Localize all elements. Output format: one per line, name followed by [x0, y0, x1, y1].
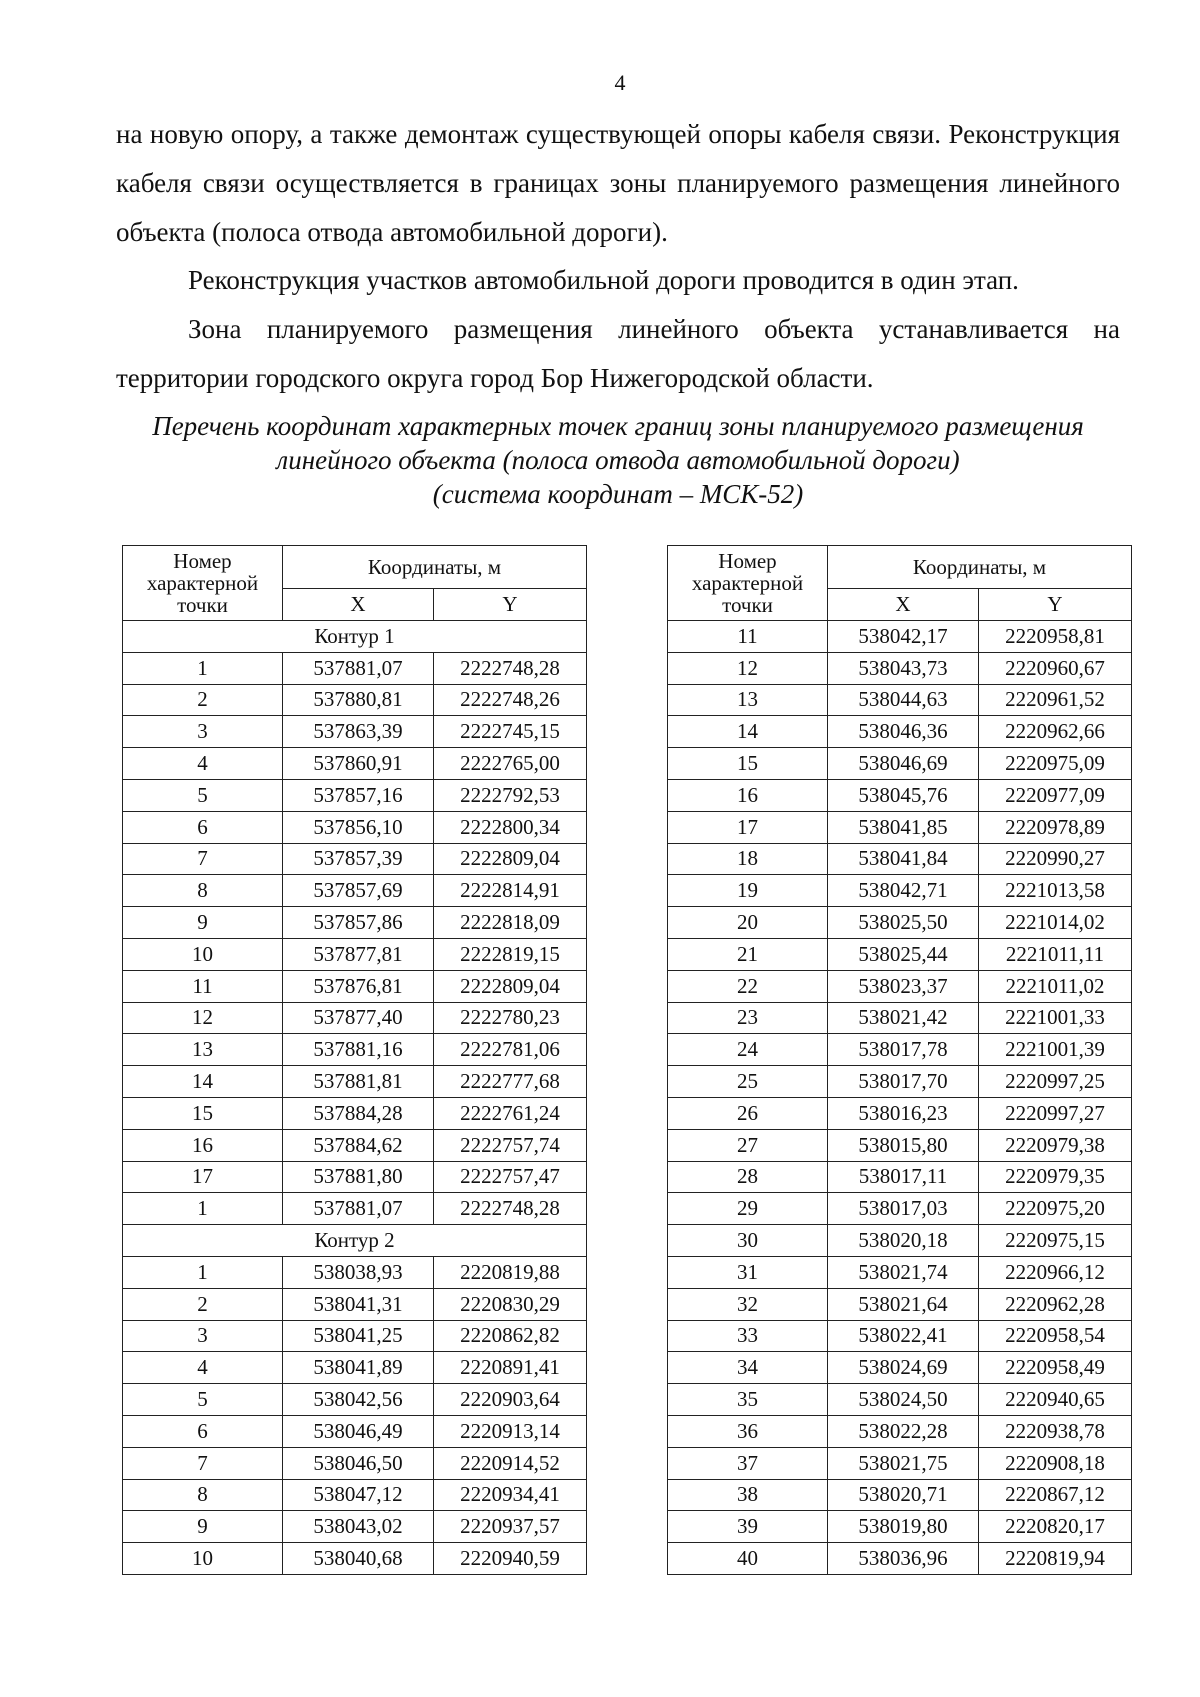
table-row [123, 1193, 587, 1225]
point-number-cell: 3 [123, 716, 283, 748]
x-coordinate-cell: 538024,69 [828, 1352, 979, 1384]
table-row [123, 1415, 587, 1447]
x-coordinate-cell: 538047,12 [283, 1479, 434, 1511]
section-row [123, 621, 587, 653]
table-row [668, 748, 1132, 780]
table-row [668, 1479, 1132, 1511]
table-row [123, 1447, 587, 1479]
table-row [668, 1415, 1132, 1447]
point-number-cell: 36 [668, 1415, 828, 1447]
table-row [668, 843, 1132, 875]
x-coordinate-cell: 538016,23 [828, 1097, 979, 1129]
table-row [668, 811, 1132, 843]
point-number-cell: 28 [668, 1161, 828, 1193]
y-coordinate-cell: 2222780,23 [434, 1002, 587, 1034]
point-number-cell: 40 [668, 1543, 828, 1575]
x-coordinate-cell: 537881,07 [283, 652, 434, 684]
body-paragraph: Реконструкция участков автомобильной дороги проводится в один этап. [188, 265, 1019, 295]
point-number-cell: 1 [123, 652, 283, 684]
y-coordinate-cell: 2222800,34 [434, 811, 587, 843]
table-row [123, 1543, 587, 1575]
point-number-cell: 26 [668, 1097, 828, 1129]
point-number-cell: 9 [123, 1511, 283, 1543]
y-coordinate-cell: 2222814,91 [434, 875, 587, 907]
y-coordinate-cell: 2220867,12 [979, 1479, 1132, 1511]
point-number-cell: 35 [668, 1384, 828, 1416]
y-coordinate-cell: 2220975,09 [979, 748, 1132, 780]
y-coordinate-cell: 2222757,74 [434, 1129, 587, 1161]
y-coordinate-cell: 2220962,28 [979, 1288, 1132, 1320]
table-row [668, 1129, 1132, 1161]
point-number-cell: 16 [123, 1129, 283, 1161]
table-row [123, 779, 587, 811]
point-number-cell: 13 [668, 684, 828, 716]
table-row [668, 779, 1132, 811]
point-number-cell: 5 [123, 1384, 283, 1416]
table-row [668, 1256, 1132, 1288]
y-coordinate-cell: 2220990,27 [979, 843, 1132, 875]
y-coordinate-cell: 2221001,39 [979, 1034, 1132, 1066]
x-coordinate-cell: 538046,36 [828, 716, 979, 748]
page-number: 4 [614, 70, 626, 95]
x-coordinate-cell: 538046,69 [828, 748, 979, 780]
x-coordinate-cell: 537857,86 [283, 907, 434, 939]
table-row [123, 652, 587, 684]
x-coordinate-cell: 538036,96 [828, 1543, 979, 1575]
y-coordinate-cell: 2220961,52 [979, 684, 1132, 716]
x-coordinate-cell: 538024,50 [828, 1384, 979, 1416]
table-row [668, 875, 1132, 907]
table-row [668, 1384, 1132, 1416]
point-number-cell: 23 [668, 1002, 828, 1034]
y-coordinate-cell: 2220979,38 [979, 1129, 1132, 1161]
table-row [123, 1288, 587, 1320]
section-row [123, 1225, 587, 1257]
y-coordinate-cell: 2220938,78 [979, 1415, 1132, 1447]
x-coordinate-cell: 537880,81 [283, 684, 434, 716]
table-row [123, 1129, 587, 1161]
point-number-cell: 8 [123, 1479, 283, 1511]
point-number-cell: 15 [668, 748, 828, 780]
y-coordinate-cell: 2221014,02 [979, 907, 1132, 939]
y-coordinate-cell: 2220958,54 [979, 1320, 1132, 1352]
body-paragraph: Зона планируемого размещения линейного объекта устанавливается на территории городского округа город Бор Нижегородской области. [116, 314, 1120, 393]
table-caption [100, 409, 1136, 511]
table-row [668, 970, 1132, 1002]
x-coordinate-cell: 537877,40 [283, 1002, 434, 1034]
point-number-cell: 39 [668, 1511, 828, 1543]
table-row [668, 1066, 1132, 1098]
point-number-cell: 13 [123, 1034, 283, 1066]
x-coordinate-cell: 538021,42 [828, 1002, 979, 1034]
point-number-cell: 16 [668, 779, 828, 811]
y-coordinate-cell: 2221011,02 [979, 970, 1132, 1002]
x-coordinate-cell: 537857,39 [283, 843, 434, 875]
x-header: X [828, 589, 979, 621]
y-coordinate-cell: 2220891,41 [434, 1352, 587, 1384]
y-coordinate-cell: 2220975,15 [979, 1225, 1132, 1257]
x-coordinate-cell: 538046,50 [283, 1447, 434, 1479]
y-coordinate-cell: 2220960,67 [979, 652, 1132, 684]
table-row [123, 1034, 587, 1066]
point-number-cell: 20 [668, 907, 828, 939]
x-coordinate-cell: 538043,73 [828, 652, 979, 684]
table-row [668, 1225, 1132, 1257]
y-coordinate-cell: 2222792,53 [434, 779, 587, 811]
table-row [123, 1002, 587, 1034]
table-row [668, 1161, 1132, 1193]
table-row [123, 1256, 587, 1288]
table-body [668, 621, 1132, 1575]
section-title: Контур 2 [123, 1225, 587, 1257]
table-row [123, 1384, 587, 1416]
table-row [668, 621, 1132, 653]
table-row [668, 1288, 1132, 1320]
y-coordinate-cell: 2222761,24 [434, 1097, 587, 1129]
table-row [123, 1511, 587, 1543]
y-coordinate-cell: 2220940,65 [979, 1384, 1132, 1416]
x-coordinate-cell: 538040,68 [283, 1543, 434, 1575]
x-coordinate-cell: 538041,31 [283, 1288, 434, 1320]
y-coordinate-cell: 2222765,00 [434, 748, 587, 780]
y-coordinate-cell: 2222809,04 [434, 843, 587, 875]
x-coordinate-cell: 538022,41 [828, 1320, 979, 1352]
table-row [123, 843, 587, 875]
point-number-cell: 2 [123, 1288, 283, 1320]
table-row [668, 1511, 1132, 1543]
point-number-cell: 21 [668, 938, 828, 970]
table-row [123, 1352, 587, 1384]
point-number-header: Номер характерной точки [668, 546, 828, 621]
point-number-cell: 24 [668, 1034, 828, 1066]
x-coordinate-cell: 537881,07 [283, 1193, 434, 1225]
point-number-cell: 12 [668, 652, 828, 684]
table-row [668, 1352, 1132, 1384]
table-row [668, 716, 1132, 748]
point-number-cell: 38 [668, 1479, 828, 1511]
y-coordinate-cell: 2222818,09 [434, 907, 587, 939]
point-number-cell: 5 [123, 779, 283, 811]
x-coordinate-cell: 538042,17 [828, 621, 979, 653]
y-coordinate-cell: 2222819,15 [434, 938, 587, 970]
x-coordinate-cell: 538041,84 [828, 843, 979, 875]
y-coordinate-cell: 2220820,17 [979, 1511, 1132, 1543]
table-row [123, 1161, 587, 1193]
x-coordinate-cell: 538020,18 [828, 1225, 979, 1257]
point-number-cell: 31 [668, 1256, 828, 1288]
x-coordinate-cell: 537881,16 [283, 1034, 434, 1066]
x-coordinate-cell: 537857,69 [283, 875, 434, 907]
point-number-cell: 32 [668, 1288, 828, 1320]
y-coordinate-cell: 2220862,82 [434, 1320, 587, 1352]
y-coordinate-cell: 2220830,29 [434, 1288, 587, 1320]
y-coordinate-cell: 2220958,49 [979, 1352, 1132, 1384]
y-coordinate-cell: 2222748,28 [434, 652, 587, 684]
x-coordinate-cell: 538022,28 [828, 1415, 979, 1447]
table-row [123, 1320, 587, 1352]
table-row [668, 1097, 1132, 1129]
x-coordinate-cell: 537877,81 [283, 938, 434, 970]
table-row [668, 1034, 1132, 1066]
point-number-cell: 11 [668, 621, 828, 653]
x-coordinate-cell: 538044,63 [828, 684, 979, 716]
coordinates-table-left [122, 545, 587, 1575]
table-row [123, 684, 587, 716]
point-number-cell: 37 [668, 1447, 828, 1479]
coordinates-table-right [667, 545, 1132, 1575]
table-row [668, 1193, 1132, 1225]
y-coordinate-cell: 2220997,25 [979, 1066, 1132, 1098]
point-number-cell: 34 [668, 1352, 828, 1384]
x-coordinate-cell: 538021,74 [828, 1256, 979, 1288]
x-coordinate-cell: 538041,89 [283, 1352, 434, 1384]
x-coordinate-cell: 538017,03 [828, 1193, 979, 1225]
point-number-cell: 6 [123, 1415, 283, 1447]
point-number-cell: 25 [668, 1066, 828, 1098]
x-coordinate-cell: 538041,85 [828, 811, 979, 843]
point-number-cell: 8 [123, 875, 283, 907]
table-row [123, 716, 587, 748]
table-row [668, 1543, 1132, 1575]
table-row [668, 938, 1132, 970]
y-coordinate-cell: 2220975,20 [979, 1193, 1132, 1225]
x-coordinate-cell: 538025,44 [828, 938, 979, 970]
x-coordinate-cell: 537881,81 [283, 1066, 434, 1098]
y-coordinate-cell: 2220819,94 [979, 1543, 1132, 1575]
point-number-cell: 11 [123, 970, 283, 1002]
y-coordinate-cell: 2222757,47 [434, 1161, 587, 1193]
coordinates-header: Координаты, м [828, 546, 1132, 589]
y-coordinate-cell: 2220979,35 [979, 1161, 1132, 1193]
y-coordinate-cell: 2220962,66 [979, 716, 1132, 748]
point-number-cell: 19 [668, 875, 828, 907]
table-row [668, 1002, 1132, 1034]
section-title: Контур 1 [123, 621, 587, 653]
point-number-header: Номер характерной точки [123, 546, 283, 621]
y-coordinate-cell: 2220958,81 [979, 621, 1132, 653]
y-coordinate-cell: 2220977,09 [979, 779, 1132, 811]
table-row [668, 684, 1132, 716]
x-coordinate-cell: 538046,49 [283, 1415, 434, 1447]
point-number-cell: 17 [668, 811, 828, 843]
table-row [668, 907, 1132, 939]
point-number-cell: 1 [123, 1256, 283, 1288]
x-coordinate-cell: 537856,10 [283, 811, 434, 843]
point-number-cell: 3 [123, 1320, 283, 1352]
y-coordinate-cell: 2222748,26 [434, 684, 587, 716]
table-row [123, 970, 587, 1002]
y-coordinate-cell: 2220819,88 [434, 1256, 587, 1288]
y-coordinate-cell: 2220978,89 [979, 811, 1132, 843]
point-number-cell: 12 [123, 1002, 283, 1034]
x-coordinate-cell: 538021,64 [828, 1288, 979, 1320]
table-row [668, 652, 1132, 684]
point-number-cell: 7 [123, 1447, 283, 1479]
x-coordinate-cell: 537876,81 [283, 970, 434, 1002]
y-coordinate-cell: 2220914,52 [434, 1447, 587, 1479]
table-row [123, 907, 587, 939]
point-number-cell: 30 [668, 1225, 828, 1257]
x-coordinate-cell: 538041,25 [283, 1320, 434, 1352]
y-coordinate-cell: 2220997,27 [979, 1097, 1132, 1129]
x-coordinate-cell: 538025,50 [828, 907, 979, 939]
point-number-cell: 33 [668, 1320, 828, 1352]
x-coordinate-cell: 537881,80 [283, 1161, 434, 1193]
table-row [123, 1066, 587, 1098]
y-coordinate-cell: 2220908,18 [979, 1447, 1132, 1479]
point-number-cell: 29 [668, 1193, 828, 1225]
body-paragraph: на новую опору, а также демонтаж существующей опоры кабеля связи. Реконструкция кабеля связи осуществляется в границах зоны планируемого размещения линейного объекта (полоса отвода автомобильной дороги). [116, 119, 1120, 247]
caption-line: (система координат – МСК-52) [432, 479, 804, 509]
y-header: Y [979, 589, 1132, 621]
x-coordinate-cell: 538020,71 [828, 1479, 979, 1511]
table-row [123, 748, 587, 780]
x-coordinate-cell: 537857,16 [283, 779, 434, 811]
x-coordinate-cell: 538043,02 [283, 1511, 434, 1543]
y-coordinate-cell: 2222781,06 [434, 1034, 587, 1066]
y-coordinate-cell: 2222745,15 [434, 716, 587, 748]
y-coordinate-cell: 2221001,33 [979, 1002, 1132, 1034]
y-coordinate-cell: 2222809,04 [434, 970, 587, 1002]
point-number-cell: 27 [668, 1129, 828, 1161]
x-coordinate-cell: 538045,76 [828, 779, 979, 811]
table-row [668, 1447, 1132, 1479]
y-coordinate-cell: 2220903,64 [434, 1384, 587, 1416]
x-coordinate-cell: 538038,93 [283, 1256, 434, 1288]
x-coordinate-cell: 538017,11 [828, 1161, 979, 1193]
caption-line: Перечень координат характерных точек границ зоны планируемого размещения [152, 411, 1084, 441]
y-coordinate-cell: 2222777,68 [434, 1066, 587, 1098]
table-row [123, 1097, 587, 1129]
x-header: X [283, 589, 434, 621]
y-coordinate-cell: 2220913,14 [434, 1415, 587, 1447]
y-coordinate-cell: 2222748,28 [434, 1193, 587, 1225]
point-number-cell: 9 [123, 907, 283, 939]
y-coordinate-cell: 2221013,58 [979, 875, 1132, 907]
y-header: Y [434, 589, 587, 621]
caption-line: линейного объекта (полоса отвода автомобильной дороги) [276, 445, 960, 475]
table-row [123, 1479, 587, 1511]
table-row [668, 1320, 1132, 1352]
point-number-cell: 17 [123, 1161, 283, 1193]
point-number-cell: 10 [123, 1543, 283, 1575]
point-number-cell: 14 [123, 1066, 283, 1098]
y-coordinate-cell: 2221011,11 [979, 938, 1132, 970]
x-coordinate-cell: 538021,75 [828, 1447, 979, 1479]
x-coordinate-cell: 538023,37 [828, 970, 979, 1002]
point-number-cell: 15 [123, 1097, 283, 1129]
table-row [123, 811, 587, 843]
x-coordinate-cell: 537863,39 [283, 716, 434, 748]
point-number-cell: 7 [123, 843, 283, 875]
table-row [123, 875, 587, 907]
x-coordinate-cell: 538017,70 [828, 1066, 979, 1098]
x-coordinate-cell: 538019,80 [828, 1511, 979, 1543]
point-number-cell: 4 [123, 1352, 283, 1384]
point-number-cell: 6 [123, 811, 283, 843]
x-coordinate-cell: 538042,56 [283, 1384, 434, 1416]
x-coordinate-cell: 538015,80 [828, 1129, 979, 1161]
y-coordinate-cell: 2220966,12 [979, 1256, 1132, 1288]
x-coordinate-cell: 537860,91 [283, 748, 434, 780]
x-coordinate-cell: 537884,28 [283, 1097, 434, 1129]
point-number-cell: 22 [668, 970, 828, 1002]
y-coordinate-cell: 2220937,57 [434, 1511, 587, 1543]
y-coordinate-cell: 2220940,59 [434, 1543, 587, 1575]
x-coordinate-cell: 538017,78 [828, 1034, 979, 1066]
table-body [123, 621, 587, 1575]
point-number-cell: 10 [123, 938, 283, 970]
point-number-cell: 18 [668, 843, 828, 875]
point-number-cell: 4 [123, 748, 283, 780]
table-row [123, 938, 587, 970]
point-number-cell: 2 [123, 684, 283, 716]
x-coordinate-cell: 537884,62 [283, 1129, 434, 1161]
y-coordinate-cell: 2220934,41 [434, 1479, 587, 1511]
x-coordinate-cell: 538042,71 [828, 875, 979, 907]
point-number-cell: 14 [668, 716, 828, 748]
coordinates-header: Координаты, м [283, 546, 587, 589]
point-number-cell: 1 [123, 1193, 283, 1225]
